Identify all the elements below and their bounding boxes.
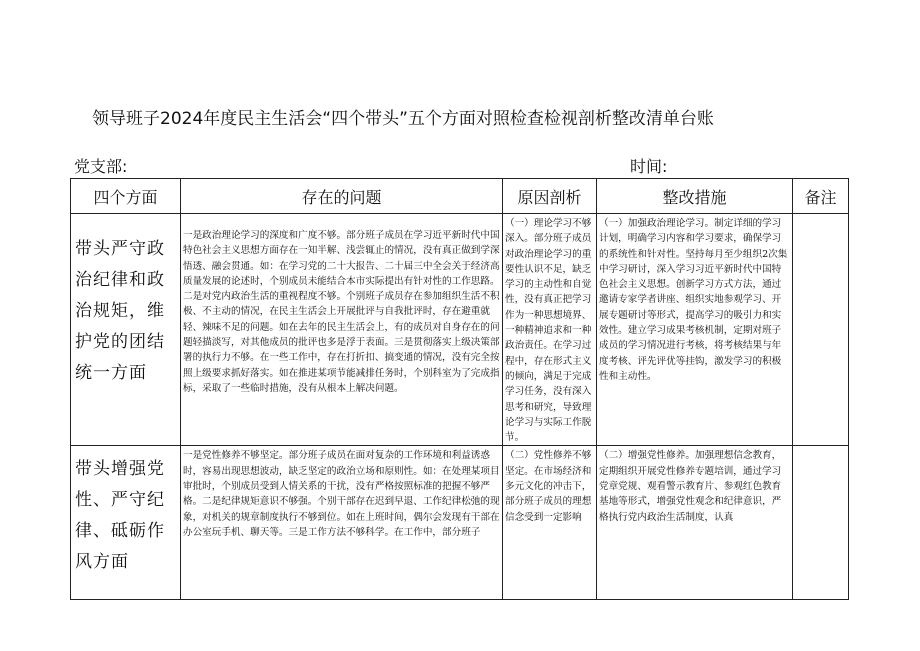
header-remark: 备注 <box>793 179 849 214</box>
cause-cell: （二）党性修养不够坚定。在市场经济和多元文化的冲击下，部分班子成员的理想信念受到一定影响 <box>503 446 597 600</box>
header-cause: 原因剖析 <box>503 179 597 214</box>
aspect-cell: 带头增强党性、严守纪律、砥砺作风方面 <box>71 446 181 600</box>
header-problem: 存在的问题 <box>181 179 503 214</box>
party-branch-label: 党支部: <box>74 157 128 176</box>
rectification-table <box>70 178 849 600</box>
cause-cell: （一）理论学习不够深入。部分班子成员对政治理论学习的重要性认识不足，缺乏学习的主动性和自觉性，没有真正把学习作为一种思想境界、一种精神追求和一种政治责任。在学习过程中，存在形式主义的倾向，满足于完成学习任务，没有深入思考和研究，导致理论学习与实际工作脱节。 <box>503 214 597 446</box>
problem-cell: 一是政治理论学习的深度和广度不够。部分班子成员在学习近平新时代中国特色社会主义思想方面存在一知半解、浅尝辄止的情况，没有真正做到学深悟透、融会贯通。如：在学习党的二十大报告、二十届三中全会关于经济高质量发展的论述时，个别成员未能结合本市实际提出有针对性的工作思路。二是对党内政治生活的重视程度不够。个别班子成员存在参加组织生活不积极、不主动的情况，在民主生活会上开展批评与自我批评时，存在避重就轻、辣味不足的问题。如在去年的民主生活会上，有的成员对自身存在的问题轻描淡写，对其他成员的批评也多是浮于表面。三是贯彻落实上级决策部署的执行力不够。在一些工作中，存在打折扣、搞变通的情况，没有完全按照上级要求抓好落实。如在推进某项节能减排任务时，个别科室为了完成指标，采取了一些临时措施，没有从根本上解决问题。 <box>181 214 503 446</box>
table-row <box>71 214 849 446</box>
header-measure: 整改措施 <box>597 179 793 214</box>
table-header-row <box>71 179 849 214</box>
problem-cell: 一是党性修养不够坚定。部分班子成员在面对复杂的工作环境和利益诱惑时，容易出现思想波动，缺乏坚定的政治立场和原则性。如：在处理某项目审批时，个别成员受到人情关系的干扰，没有严格按照标准的把握不够严格。二是纪律规矩意识不够强。个别干部存在迟到早退、工作纪律松弛的现象，对机关的规章制度执行不够到位。如在上班时间，偶尔会发现有干部在办公室玩手机、聊天等。三是工作方法不够科学。在工作中，部分班子 <box>181 446 503 600</box>
remark-cell <box>793 214 849 446</box>
remark-cell <box>793 446 849 600</box>
header-aspect: 四个方面 <box>71 179 181 214</box>
time-label: 时间: <box>630 157 668 176</box>
measure-cell: （一）加强政治理论学习。制定详细的学习计划，明确学习内容和学习要求，确保学习的系统性和针对性。坚持每月至少组织2次集中学习研讨，深入学习习近平新时代中国特色社会主义思想。创新学习方式方法，通过邀请专家学者讲座、组织实地参观学习、开展专题研讨等形式，提高学习的吸引力和实效性。建立学习成果考核机制，定期对班子成员的学习情况进行考核，将考核结果与年度考核、评先评优等挂钩，激发学习的积极性和主动性。 <box>597 214 793 446</box>
table-row <box>71 446 849 600</box>
measure-cell: （二）增强党性修养。加强理想信念教育，定期组织开展党性修养专题培训，通过学习党章党规、观看警示教育片、参观红色教育基地等形式，增强党性观念和纪律意识，严格执行党内政治生活制度，认真 <box>597 446 793 600</box>
document-title: 领导班子2024年度民主生活会“四个带头”五个方面对照检查检视剖析整改清单台账 <box>92 109 714 129</box>
aspect-cell: 带头严守政治纪律和政治规矩，维护党的团结统一方面 <box>71 214 181 446</box>
